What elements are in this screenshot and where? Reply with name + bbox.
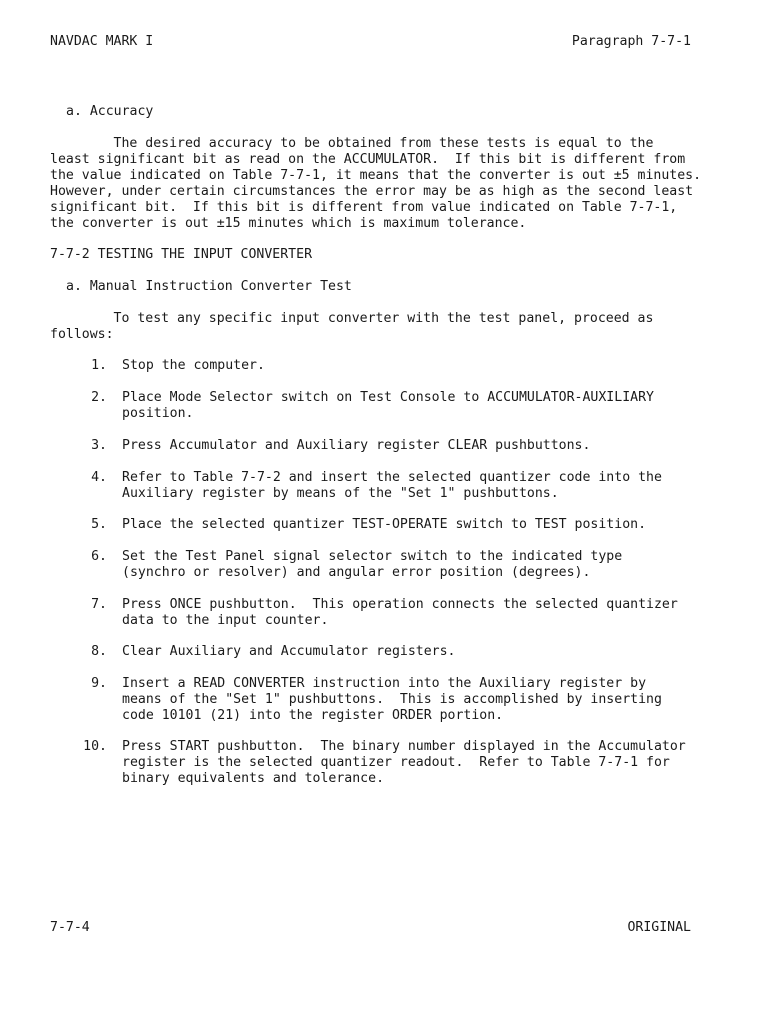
paragraph-line: However, under certain circumstances the error may be as high as the second least (50, 184, 694, 199)
accuracy-paragraph (50, 136, 701, 232)
step-line: Insert a READ CONVERTER instruction into the Auxiliary register by (122, 676, 647, 691)
paragraph-line: significant bit. If this bit is different from value indicated on Table 7-7-1, (50, 200, 678, 215)
step-line: code 10101 (21) into the register ORDER portion. (122, 708, 504, 723)
step-number: 8. (91, 644, 107, 659)
step-line: Press START pushbutton. The binary number displayed in the Accumulator (122, 739, 686, 754)
paragraph-line: follows: (50, 327, 114, 342)
step-line: Press ONCE pushbutton. This operation connects the selected quantizer (122, 597, 678, 612)
step-line: Auxiliary register by means of the "Set 1" pushbuttons. (122, 486, 559, 501)
intro-paragraph (50, 311, 653, 343)
step-text (122, 358, 265, 374)
step-line: position. (122, 406, 194, 421)
step-number: 3. (91, 438, 107, 453)
step-line: Refer to Table 7-7-2 and insert the selected quantizer code into the (122, 470, 662, 485)
step-number: 10. (83, 739, 107, 754)
step-line: Stop the computer. (122, 358, 265, 373)
paragraph-line: To test any specific input converter with the test panel, proceed as (50, 311, 654, 326)
step-text (122, 438, 590, 454)
step-line: Place the selected quantizer TEST-OPERATE switch to TEST position. (122, 517, 647, 532)
revision-status: ORIGINAL (627, 920, 691, 935)
step-number: 1. (91, 358, 107, 373)
step-number: 9. (91, 676, 107, 691)
step-text (122, 390, 654, 422)
running-header-paragraph-ref: Paragraph 7-7-1 (571, 34, 691, 49)
step-line: binary equivalents and tolerance. (122, 771, 385, 786)
step-line: (synchro or resolver) and angular error position (degrees). (122, 565, 591, 580)
step-line: register is the selected quantizer readout. Refer to Table 7-7-1 for (122, 755, 670, 770)
step-text (122, 517, 646, 533)
step-text (122, 676, 662, 724)
paragraph-line: least significant bit as read on the ACCUMULATOR. If this bit is different from (50, 152, 686, 167)
step-text (122, 470, 662, 502)
step-line: Place Mode Selector switch on Test Console to ACCUMULATOR-AUXILIARY (122, 390, 654, 405)
step-line: Press Accumulator and Auxiliary register CLEAR pushbuttons. (122, 438, 591, 453)
subsection-accuracy-heading: a. Accuracy (66, 104, 154, 119)
page-number: 7-7-4 (50, 920, 90, 935)
step-line: means of the "Set 1" pushbuttons. This is accomplished by inserting (122, 692, 662, 707)
paragraph-line: The desired accuracy to be obtained from these tests is equal to the (50, 136, 654, 151)
step-line: data to the input counter. (122, 613, 329, 628)
subsection-manual-test-heading: a. Manual Instruction Converter Test (66, 279, 352, 294)
step-number: 2. (91, 390, 107, 405)
step-number: 7. (91, 597, 107, 612)
step-text (122, 549, 622, 581)
step-line: Set the Test Panel signal selector switch to the indicated type (122, 549, 623, 564)
paragraph-line: the value indicated on Table 7-7-1, it means that the converter is out ±5 minutes. (50, 168, 702, 183)
running-header-title: NAVDAC MARK I (50, 34, 154, 49)
step-text (122, 597, 678, 629)
paragraph-line: the converter is out ±15 minutes which is maximum tolerance. (50, 216, 527, 231)
section-heading: 7-7-2 TESTING THE INPUT CONVERTER (50, 247, 313, 262)
step-text (122, 644, 455, 660)
step-number: 6. (91, 549, 107, 564)
step-number: 5. (91, 517, 107, 532)
step-number: 4. (91, 470, 107, 485)
step-line: Clear Auxiliary and Accumulator registers. (122, 644, 456, 659)
step-text (122, 739, 686, 787)
